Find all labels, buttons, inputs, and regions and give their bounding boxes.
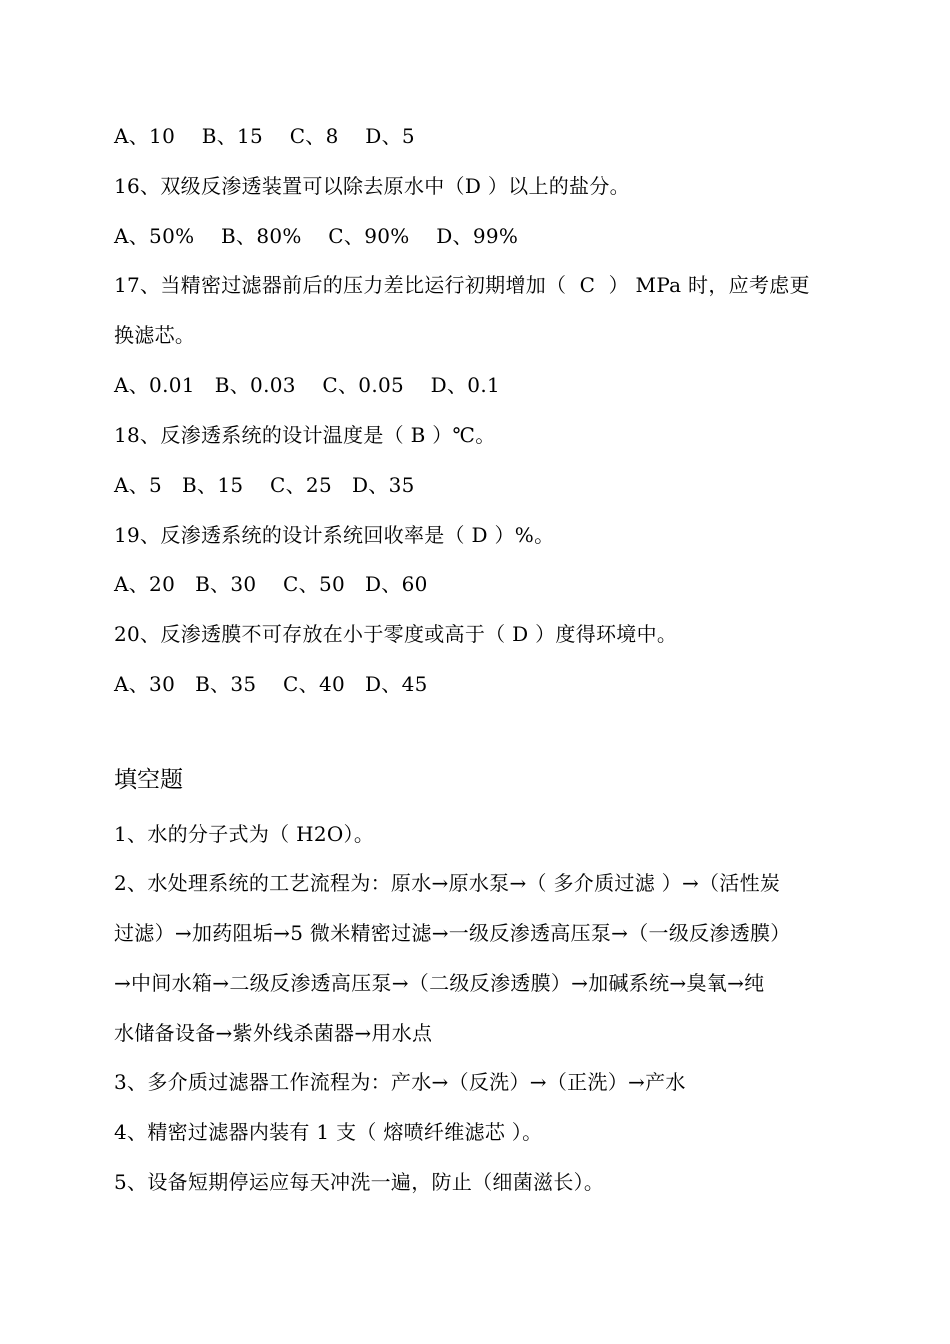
fill-question-2-line-1: 2、水处理系统的工艺流程为：原水→原水泵→（ 多介质过滤 ）→（活性炭 [114,871,781,895]
fill-question-1: 1、水的分子式为（ H2O）。 [114,822,375,846]
answer-options-16: A、50% B、80% C、90% D、99% [114,224,519,248]
question-20: 20、反渗透膜不可存放在小于零度或高于（ D ）度得环境中。 [114,622,678,646]
question-17-line-2: 换滤芯。 [114,323,196,347]
fill-question-5: 5、设备短期停运应每天冲洗一遍，防止（细菌滋长）。 [114,1170,605,1194]
answer-options-17: A、0.01 B、0.03 C、0.05 D、0.1 [114,373,501,397]
answer-options-15: A、10 B、15 C、8 D、5 [114,124,415,148]
answer-options-19: A、20 B、30 C、50 D、60 [114,572,428,596]
question-17-line-1: 17、当精密过滤器前后的压力差比运行初期增加（ C ） MPa 时，应考虑更 [114,273,810,297]
question-18: 18、反渗透系统的设计温度是（ B ）℃。 [114,423,496,447]
section-heading-fill-in: 填空题 [114,767,183,793]
fill-question-2-line-3: →中间水箱→二级反渗透高压泵→（二级反渗透膜）→加碱系统→臭氧→纯 [114,971,765,995]
fill-question-2-line-4: 水储备设备→紫外线杀菌器→用水点 [114,1021,433,1045]
fill-question-3: 3、多介质过滤器工作流程为：产水→（反洗）→（正洗）→产水 [114,1070,686,1094]
answer-options-20: A、30 B、35 C、40 D、45 [114,672,428,696]
question-16: 16、双级反渗透装置可以除去原水中（D ）以上的盐分。 [114,174,630,198]
answer-options-18: A、5 B、15 C、25 D、35 [114,473,415,497]
fill-question-2-line-2: 过滤）→加药阻垢→5 微米精密过滤→一级反渗透高压泵→（一级反渗透膜） [114,921,791,945]
fill-question-4: 4、精密过滤器内装有 1 支（ 熔喷纤维滤芯 ）。 [114,1120,543,1144]
question-19: 19、反渗透系统的设计系统回收率是（ D ）%。 [114,523,555,547]
